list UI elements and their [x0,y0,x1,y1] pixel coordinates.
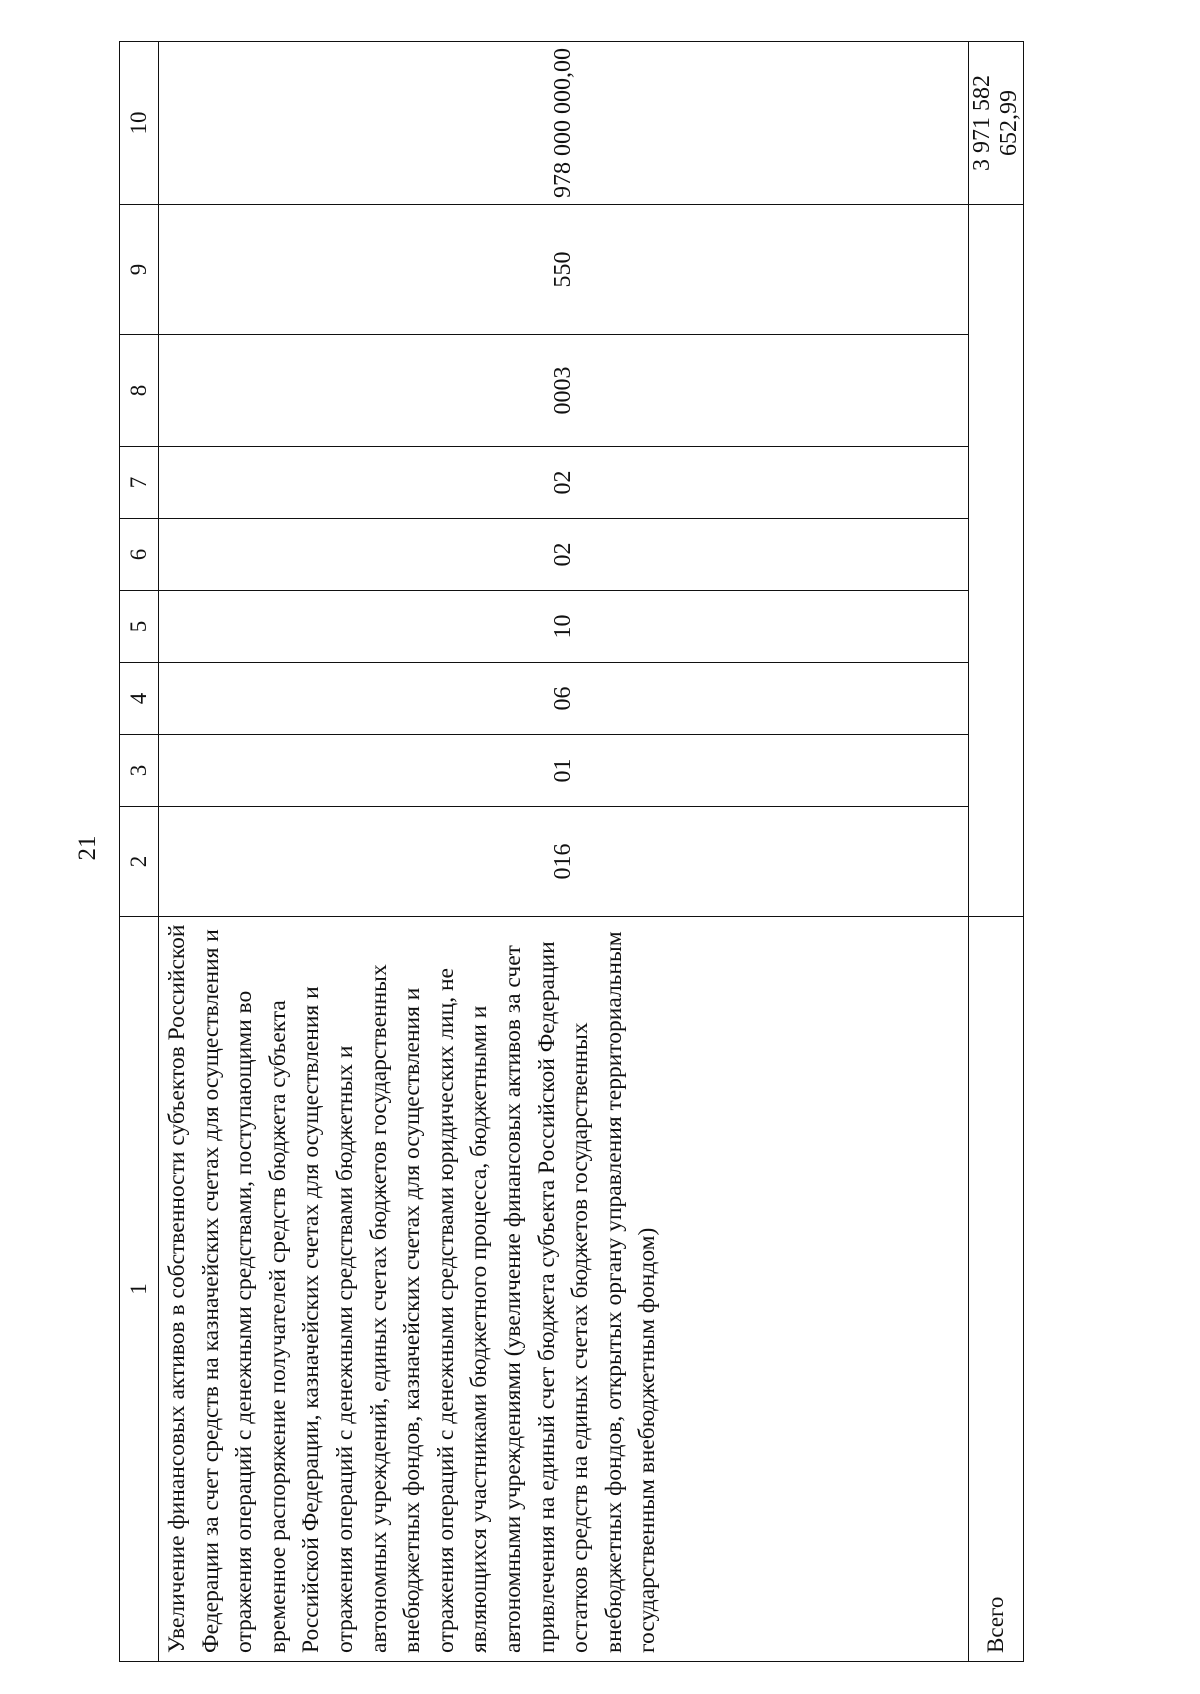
row-col-8: 0003 [159,335,969,447]
rotated-table-wrapper [119,42,1024,1662]
header-cell-4: 4 [120,663,159,735]
row-col-5: 10 [159,591,969,663]
row-col-4: 06 [159,663,969,735]
header-row [120,42,159,1662]
header-cell-10: 10 [120,42,159,205]
header-cell-1: 1 [120,917,159,1662]
total-value: 3 971 582 652,99 [969,42,1024,205]
header-cell-6: 6 [120,519,159,591]
total-row [969,42,1024,1662]
header-cell-5: 5 [120,591,159,663]
header-cell-2: 2 [120,807,159,917]
row-col-7: 02 [159,447,969,519]
row-description: Увеличение финансовых активов в собственности субъектов Российской Федерации за счет средств на казначейских счетах для осуществления и отражения операций с денежными средствами, поступающими во временное распоряжение получателей средств бюджета субъекта Российской Федерации, казначейских счетах для осуществления и отражения операций с денежными средствами бюджетных и автономных учреждений, единых счетах бюджетов государственных внебюджетных фондов, казначейских счетах для осуществления и отражения операций с денежными средствами юридических лиц, не являющихся участниками бюджетного процесса, бюджетными и автономными учреждениями (увеличение финансовых активов за счет привлечения на единый счет бюджета субъекта Российской Федерации остатков средств на единых счетах бюджетов государственных внебюджетных фондов, открытых органу управления территориальным государственным внебюджетным фондом) [159,917,969,1662]
row-col-3: 01 [159,735,969,807]
row-col-10: 978 000 000,00 [159,42,969,205]
row-col-2: 016 [159,807,969,917]
table-row [159,42,969,1662]
header-cell-7: 7 [120,447,159,519]
row-col-6: 02 [159,519,969,591]
header-cell-8: 8 [120,335,159,447]
budget-table-container [119,42,1024,1662]
row-col-9: 550 [159,205,969,335]
page-number: 21 [74,835,101,861]
total-empty-span [969,205,1024,917]
budget-table [119,41,1024,1662]
header-cell-9: 9 [120,205,159,335]
header-cell-3: 3 [120,735,159,807]
total-label: Всего [969,917,1024,1662]
